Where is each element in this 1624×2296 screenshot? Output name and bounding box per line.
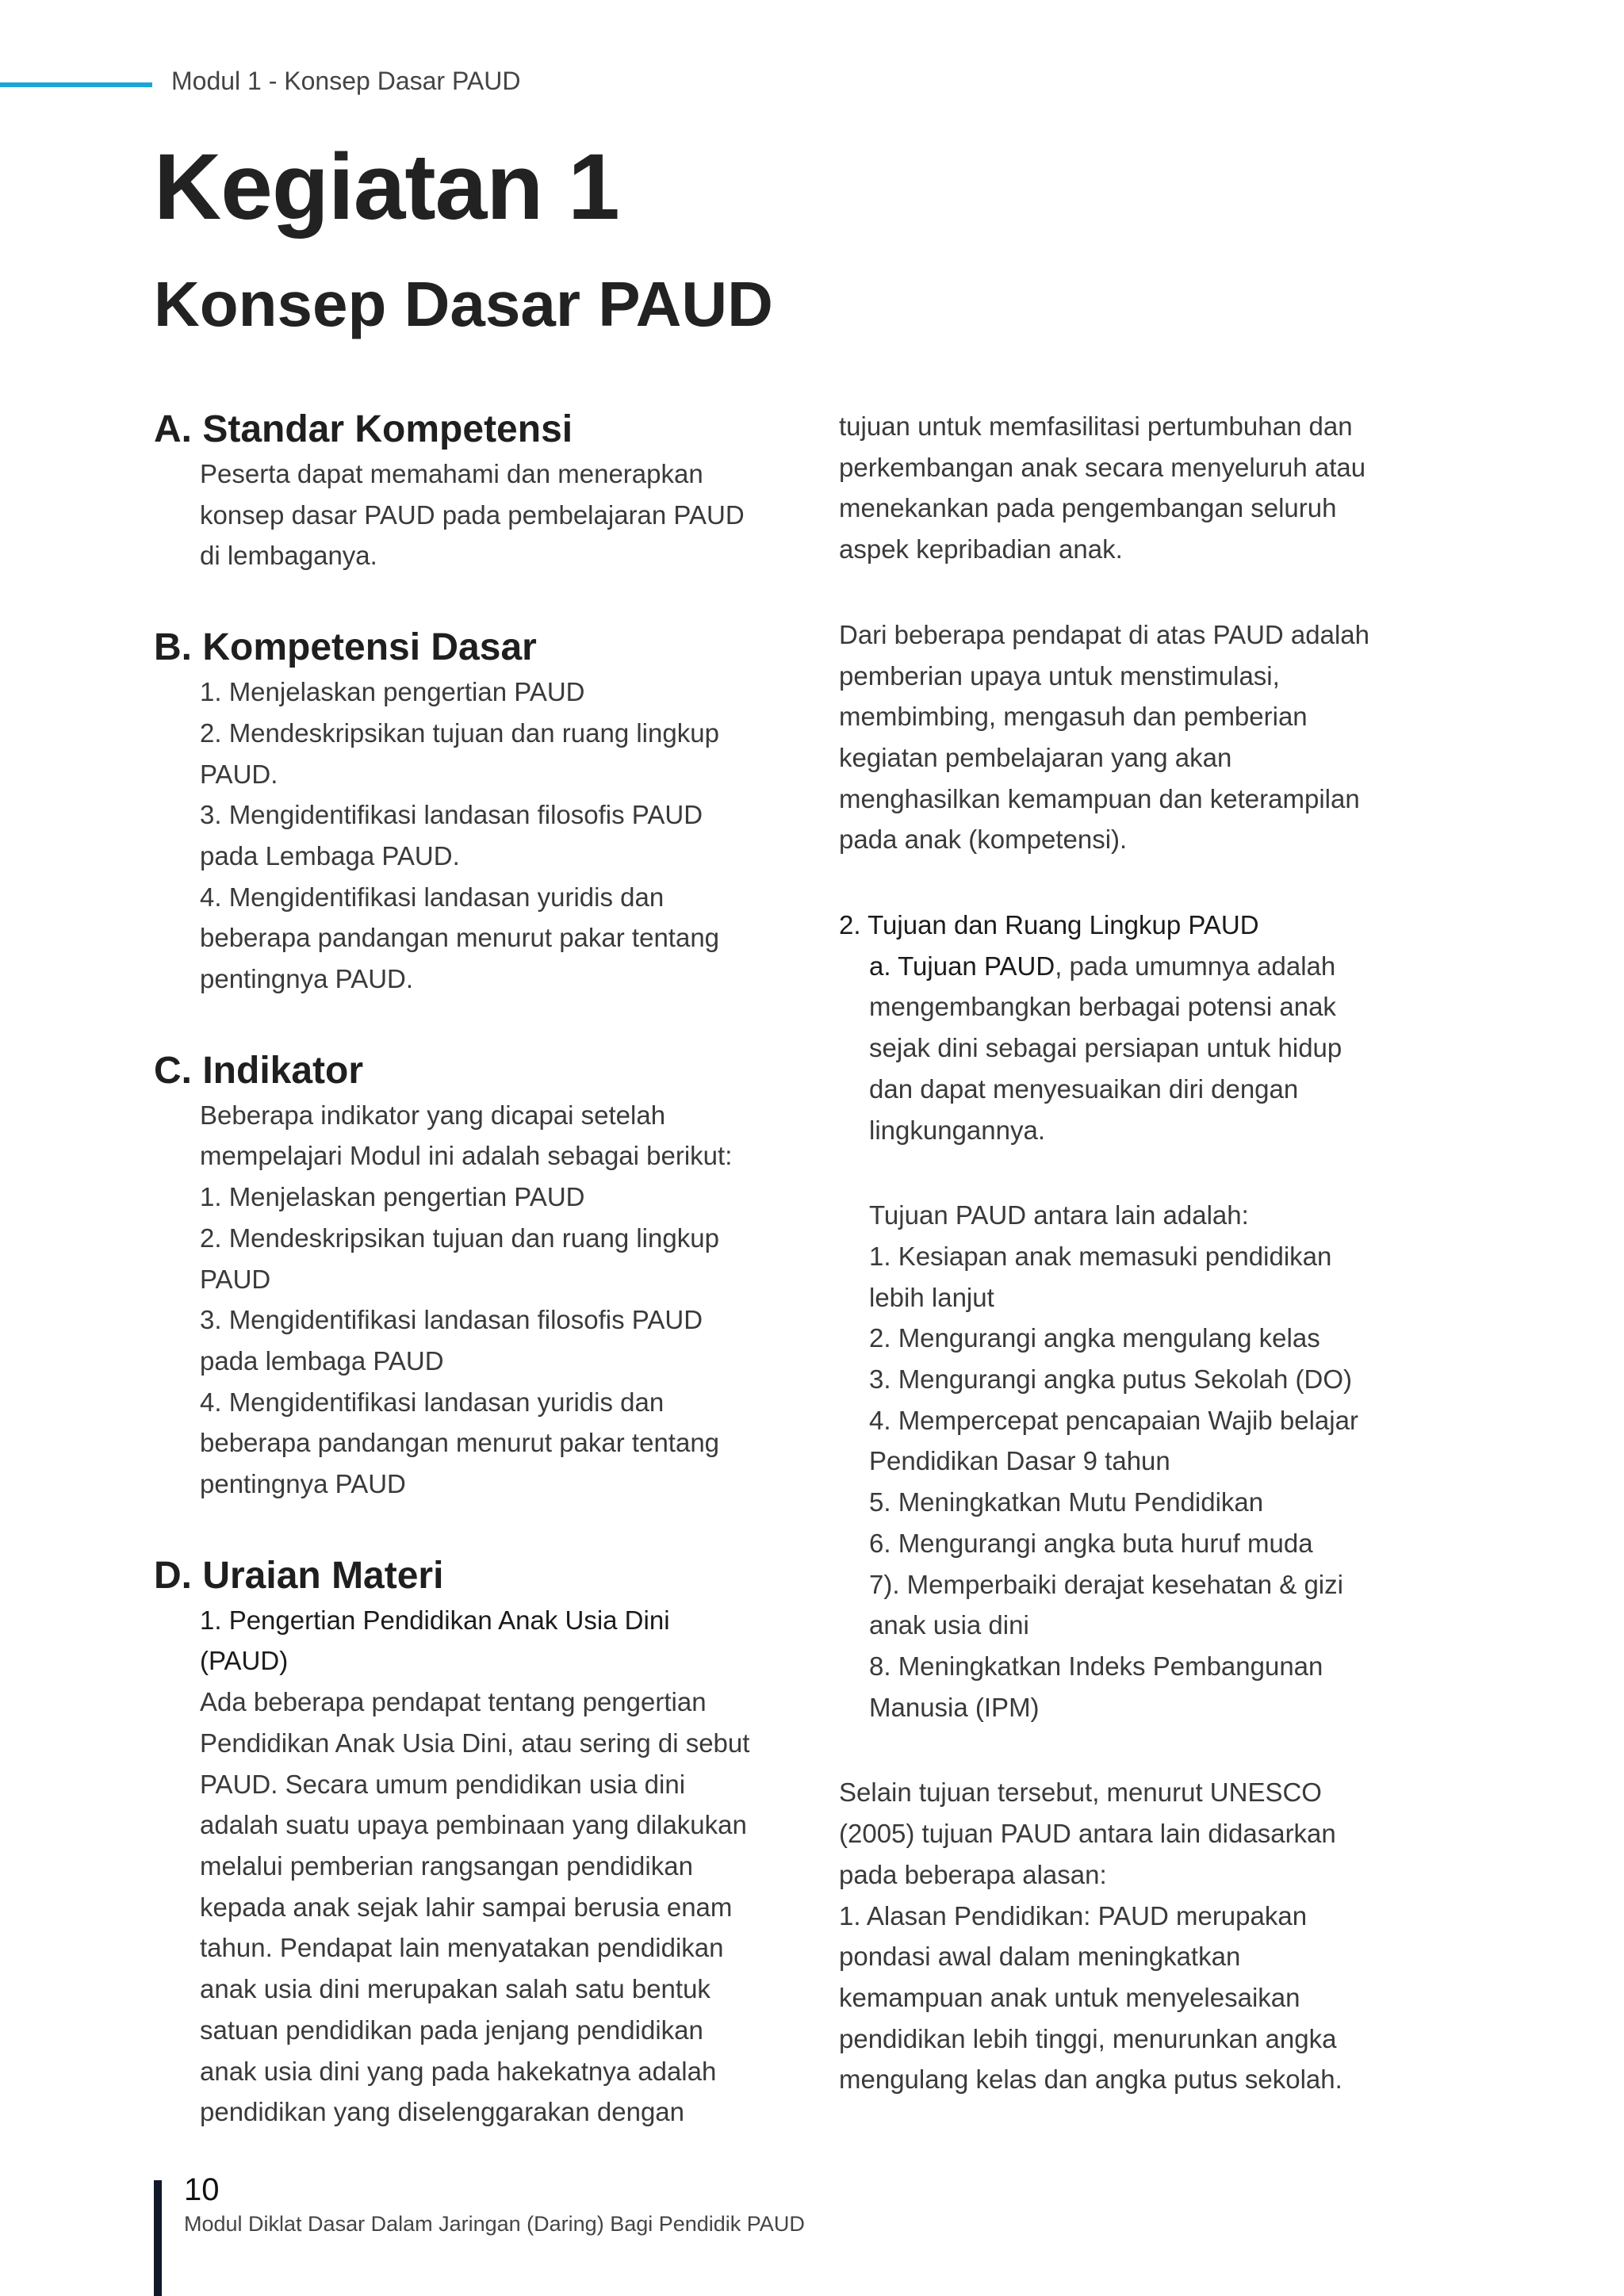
text-line: tahun. Pendapat lain menyatakan pendidikan: [200, 1933, 724, 1963]
subsection-heading: (PAUD): [200, 1646, 289, 1676]
text-line: adalah suatu upaya pembinaan yang dilakukan: [200, 1810, 747, 1840]
text-line: Dari beberapa pendapat di atas PAUD adalah: [839, 619, 1370, 649]
footer-title: Modul Diklat Dasar Dalam Jaringan (Daring) Bagi Pendidik PAUD: [184, 2212, 805, 2236]
text-line: sejak dini sebagai persiapan untuk hidup: [869, 1033, 1342, 1063]
page-number: 10: [184, 2172, 220, 2207]
list-item: 3. Mengidentifikasi landasan filosofis PAUD: [200, 1305, 703, 1335]
text-line: menghasilkan kemampuan dan keterampilan: [839, 783, 1360, 813]
section-b-body: [154, 672, 772, 1000]
list-item: 6. Mengurangi angka buta huruf muda: [869, 1528, 1313, 1558]
list-item: 2. Mendeskripsikan tujuan dan ruang lingkup: [200, 718, 719, 748]
list-item: 4. Mempercepat pencapaian Wajib belajar: [869, 1405, 1358, 1435]
list-item: Pendidikan Dasar 9 tahun: [869, 1446, 1170, 1476]
list-item: 8. Meningkatkan Indeks Pembangunan: [869, 1651, 1323, 1681]
text-line: pemberian upaya untuk menstimulasi,: [839, 660, 1280, 691]
list-item: pendidikan lebih tinggi, menurunkan angka: [839, 2023, 1337, 2053]
text-line: anak usia dini yang pada hakekatnya adalah: [200, 2056, 717, 2086]
subsection-heading: 1. Pengertian Pendidikan Anak Usia Dini: [200, 1605, 670, 1635]
text-line: pada anak (kompetensi).: [839, 825, 1128, 855]
right-column: [839, 406, 1394, 2100]
list-item: lebih lanjut: [869, 1282, 994, 1312]
text-line: mengembangkan berbagai potensi anak: [869, 992, 1336, 1022]
text-line: pada beberapa alasan:: [839, 1859, 1107, 1889]
list-item: pada lembaga PAUD: [200, 1345, 444, 1376]
list-item: 2. Mengurangi angka mengulang kelas: [869, 1323, 1320, 1353]
section-c-body: [154, 1095, 772, 1505]
text-line: satuan pendidikan pada jenjang pendidikan: [200, 2015, 703, 2045]
page-title: Kegiatan 1: [154, 135, 619, 239]
text-line: PAUD. Secara umum pendidikan usia dini: [200, 1769, 686, 1799]
list-item: pondasi awal dalam meningkatkan: [839, 1942, 1241, 1972]
text-line: Beberapa indikator yang dicapai setelah: [200, 1100, 666, 1130]
section-b-heading: B. Kompetensi Dasar: [154, 626, 537, 669]
running-header: Modul 1 - Konsep Dasar PAUD: [171, 67, 521, 95]
section-a-body: [154, 453, 772, 576]
text-line: aspek kepribadian anak.: [839, 534, 1123, 564]
text-line: membimbing, mengasuh dan pemberian: [839, 702, 1308, 732]
text-line: kepada anak sejak lahir sampai berusia enam: [200, 1892, 733, 1922]
list-item: 3. Mengidentifikasi landasan filosofis PAUD: [200, 800, 703, 830]
text-line: konsep dasar PAUD pada pembelajaran PAUD: [200, 499, 745, 530]
list-item: pentingnya PAUD: [200, 1469, 406, 1499]
list-item: pentingnya PAUD.: [200, 964, 414, 994]
footer-accent-bar: [154, 2180, 162, 2296]
text-line: Selain tujuan tersebut, menurut UNESCO: [839, 1777, 1322, 1808]
list-item: 1. Menjelaskan pengertian PAUD: [200, 1182, 585, 1212]
text-line: kegiatan pembelajaran yang akan: [839, 742, 1232, 772]
list-item: beberapa pandangan menurut pakar tentang: [200, 923, 720, 953]
header-accent-line: [0, 82, 152, 87]
paragraph-continuation: [839, 406, 1394, 570]
paragraph-summary: [839, 614, 1394, 860]
list-item: 1. Alasan Pendidikan: PAUD merupakan: [839, 1900, 1308, 1931]
section-a-heading: A. Standar Kompetensi: [154, 408, 573, 450]
left-column: [154, 406, 772, 2133]
paragraph-unesco: [839, 1772, 1394, 2100]
list-item: PAUD.: [200, 759, 278, 789]
text-line: Peserta dapat memahami dan menerapkan: [200, 459, 703, 488]
list-item: 4. Mengidentifikasi landasan yuridis dan: [200, 1387, 665, 1417]
subsection-2-body: [839, 946, 1394, 1728]
list-item: PAUD: [200, 1264, 271, 1294]
list-item: Manusia (IPM): [869, 1692, 1040, 1722]
section-d-body: [154, 1600, 772, 2133]
list-item: 4. Mengidentifikasi landasan yuridis dan: [200, 882, 665, 912]
list-item: 1. Menjelaskan pengertian PAUD: [200, 677, 585, 707]
section-c-heading: C. Indikator: [154, 1049, 364, 1092]
list-item: 2. Mendeskripsikan tujuan dan ruang lingkup: [200, 1223, 719, 1253]
tujuan-label-rest: , pada umumnya adalah: [1055, 951, 1336, 981]
list-item: 7). Memperbaiki derajat kesehatan & gizi: [869, 1569, 1343, 1599]
text-line: melalui pemberian rangsangan pendidikan: [200, 1850, 693, 1881]
page-subtitle: Konsep Dasar PAUD: [154, 269, 773, 339]
text-line: Tujuan PAUD antara lain adalah:: [869, 1200, 1249, 1230]
text-line: Pendidikan Anak Usia Dini, atau sering di sebut: [200, 1728, 750, 1758]
list-item: pada Lembaga PAUD.: [200, 840, 460, 871]
list-item: beberapa pandangan menurut pakar tentang: [200, 1428, 720, 1458]
list-item: mengulang kelas dan angka putus sekolah.: [839, 2064, 1342, 2095]
text-line: tujuan untuk memfasilitasi pertumbuhan dan: [839, 411, 1353, 441]
text-line: di lembaganya.: [200, 541, 377, 571]
text-line: mempelajari Modul ini adalah sebagai berikut:: [200, 1141, 733, 1171]
text-line: dan dapat menyesuaikan diri dengan: [869, 1073, 1299, 1104]
text-line: menekankan pada pengembangan seluruh: [839, 493, 1337, 523]
tujuan-label: a. Tujuan PAUD: [869, 951, 1055, 981]
text-line: anak usia dini merupakan salah satu bentuk: [200, 1974, 710, 2004]
text-line: [869, 946, 1394, 987]
section-d-heading: D. Uraian Materi: [154, 1554, 444, 1597]
list-item: 1. Kesiapan anak memasuki pendidikan: [869, 1241, 1332, 1271]
list-item: 5. Meningkatkan Mutu Pendidikan: [869, 1487, 1264, 1517]
text-line: perkembangan anak secara menyeluruh atau: [839, 452, 1366, 482]
list-item: kemampuan anak untuk menyelesaikan: [839, 1982, 1300, 2012]
text-line: Ada beberapa pendapat tentang pengertian: [200, 1687, 707, 1717]
list-item: anak usia dini: [869, 1610, 1029, 1640]
list-item: 3. Mengurangi angka putus Sekolah (DO): [869, 1364, 1353, 1395]
subsection-2-heading: 2. Tujuan dan Ruang Lingkup PAUD: [839, 910, 1259, 940]
text-line: lingkungannya.: [869, 1115, 1046, 1145]
text-line: pendidikan yang diselenggarakan dengan: [200, 2097, 684, 2127]
text-line: (2005) tujuan PAUD antara lain didasarkan: [839, 1819, 1336, 1849]
